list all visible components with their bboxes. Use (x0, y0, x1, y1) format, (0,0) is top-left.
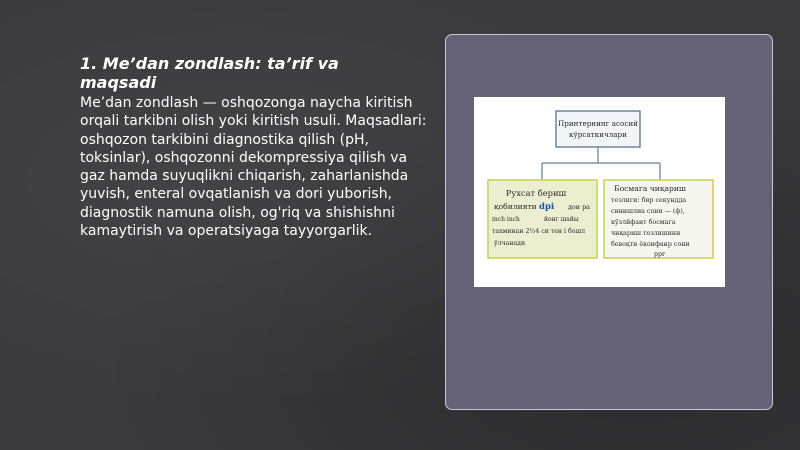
right-box-line4: кўзлйфант босмага (611, 219, 676, 226)
left-box-line5: ўлчанади (494, 240, 526, 247)
right-box-line2: тезлиги: бир секундда (611, 197, 687, 204)
left-box-line3b: йонг шайы (544, 216, 579, 223)
right-box-line5: чиқариш тезлишини (611, 230, 681, 237)
right-box-line6: бевоқти ёкоифанр сони (611, 241, 690, 248)
top-box (556, 111, 640, 147)
connector-lines (542, 147, 660, 180)
top-box-line1: Принтернинг асосий (558, 119, 638, 128)
left-box-line4: тахминан 2½4 си тен і бошл (492, 228, 586, 235)
slide-title: 1. Me’dan zondlash: ta’rif va maqsadi (80, 54, 339, 92)
left-box-line3a: inch inch (492, 216, 520, 223)
diagram-svg (474, 97, 725, 287)
left-box-line1: Рухсат бериш (505, 188, 567, 198)
right-box-line7: ppr (654, 251, 666, 258)
slide-body-text: Me’dan zondlash — oshqozonga naycha kiritish orqali tarkibni olish yoki kiritish usuli. Maqsadlari: oshqozon tarkibini diagnostika qilish (pH, toksinlar), oshqozonni dekompressiya qilish va gaz hamda suyuqlikni chiqarish, zaharlanishda yuvish, enteral ovqatlanish va dori yuborish, diagnostik namuna olish, og'riq va shishishni kamaytirish va operatsiyaga tayyorgarlik. (80, 95, 427, 240)
diagram-figure (474, 97, 725, 287)
top-box-line2: кўрсаткичлари (569, 130, 627, 139)
left-box-line2b: dpi (539, 202, 555, 212)
left-box-line2c: дои ра (568, 203, 590, 211)
right-box-line1: Босмага чиқариш (614, 184, 686, 193)
left-box-line2a: қобилияти (494, 202, 537, 211)
right-box-line3: синишлиа сони — (ф), (611, 208, 685, 215)
